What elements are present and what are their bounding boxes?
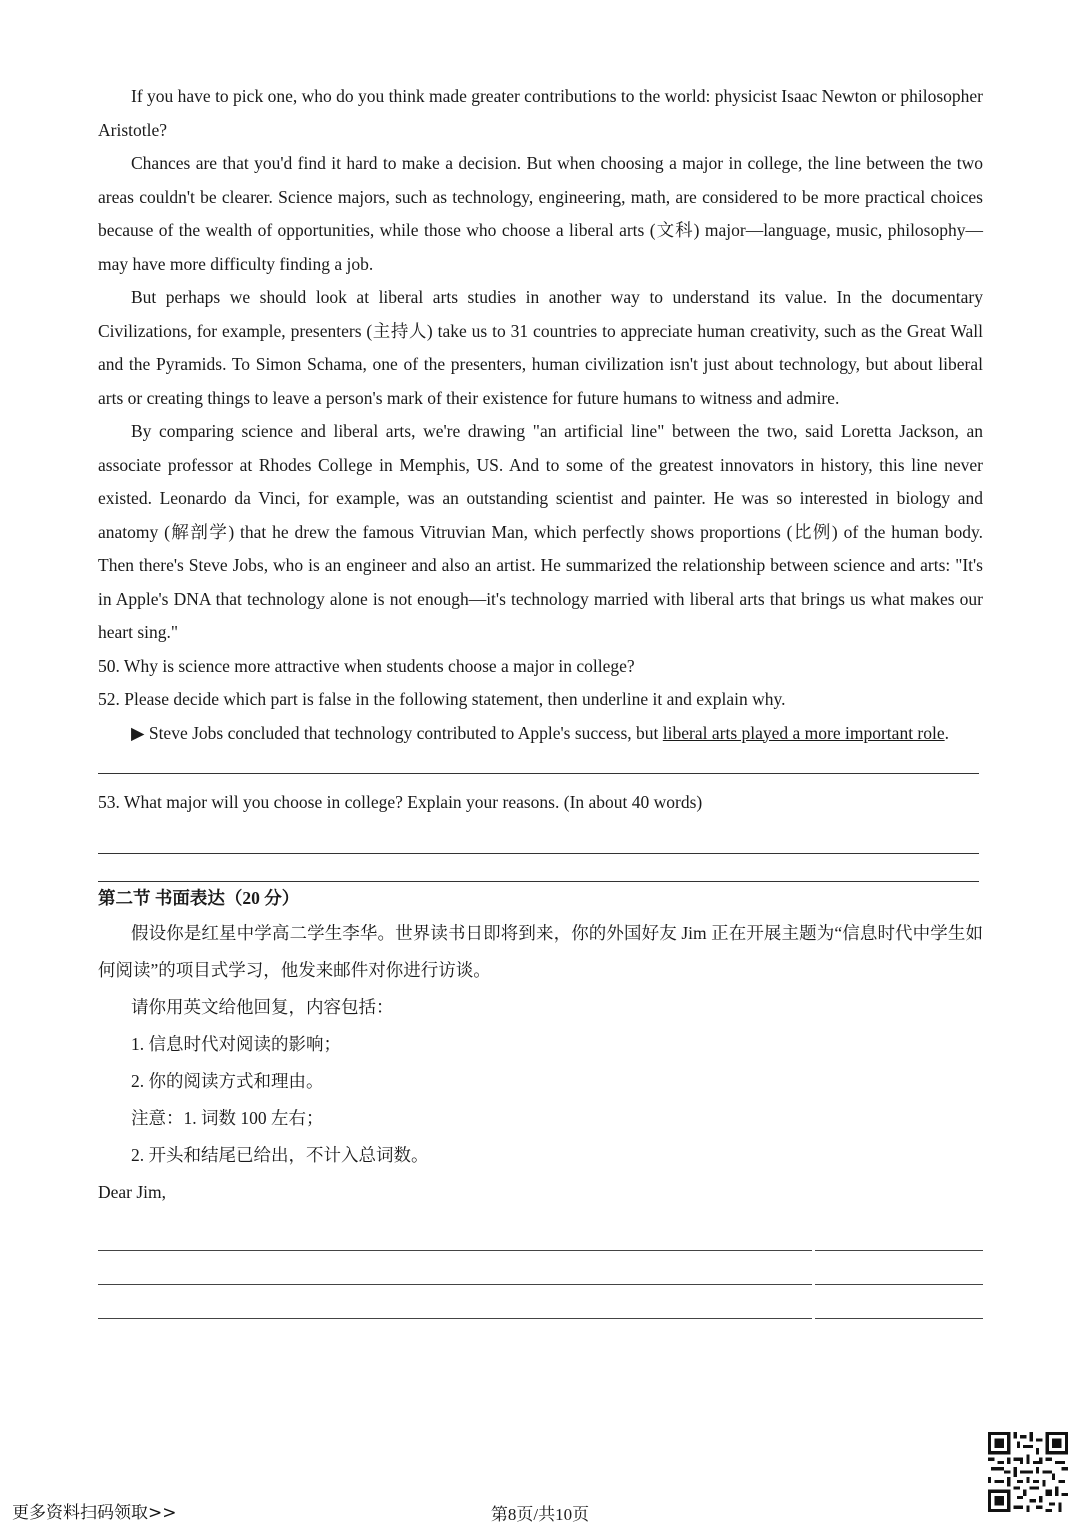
writing-section-title: 第二节 书面表达（20 分） (98, 887, 300, 908)
question-52: 52. Please decide which part is false in the following statement, then underline it and explain why. (98, 689, 786, 709)
writing-intro: 假设你是红星中学高二学生李华。世界读书日即将到来，你的外国好友 Jim 正在开展主题为“信息时代中学生如何阅读”的项目式学习，他发来邮件对你进行访谈。 (98, 923, 983, 980)
qr-code-icon[interactable] (988, 1432, 1068, 1512)
exam-content (98, 80, 983, 1319)
writing-line[interactable] (98, 1217, 983, 1251)
writing-note-1: 注意：1. 词数 100 左右； (131, 1108, 324, 1128)
question-53: 53. What major will you choose in college? Explain your reasons. (In about 40 words) (98, 792, 703, 812)
passage-paragraph-1: If you have to pick one, who do you think made greater contributions to the world: physicist Isaac Newton or philosopher Aristotle? (98, 86, 983, 140)
statement-prefix: ▶ Steve Jobs concluded that technology contributed to Apple's success, but (131, 722, 663, 743)
answer-line-52[interactable] (98, 772, 979, 774)
footer-promo[interactable]: 更多资料扫码领取>> (12, 1503, 177, 1523)
writing-line[interactable] (98, 1285, 983, 1319)
statement-underlined: liberal arts played a more important role (662, 722, 945, 743)
writing-lines (98, 1217, 983, 1319)
statement-suffix: . (944, 722, 950, 743)
writing-point-1: 1. 信息时代对阅读的影响； (131, 1034, 341, 1054)
passage-paragraph-4: By comparing science and liberal arts, we're drawing "an artificial line" between the two, said Loretta Jackson, an associate professor at Rhodes College in Memphis, US. And to some of the greatest innovators in history, this line never existed. Leonardo da Vinci, for example, was an outstanding scientist and painter. He was so interested in biology and anatomy (解剖学) that he drew the famous Vitruvian Man, which perfectly shows proportions (比例) of the human body. Then there's Steve Jobs, who is an engineer and also an artist. He summarized the relationship between science and arts: "It's in Apple's DNA that technology alone is not enough—it's technology married with liberal arts that brings us what makes our heart sing." (98, 421, 983, 642)
writing-instruction: 请你用英文给他回复，内容包括： (131, 997, 394, 1017)
page-number: 第8页/共10页 (490, 1505, 590, 1524)
answer-line-53-a[interactable] (98, 852, 979, 854)
writing-note-2: 2. 开头和结尾已给出，不计入总词数。 (131, 1145, 429, 1165)
passage-paragraph-3: But perhaps we should look at liberal arts studies in another way to understand its value. In the documentary Civilizations, for example, presenters (主持人) take us to 31 countries to appreciate human creativity, such as the Great Wall and the Pyramids. To Simon Schama, one of the presenters, human civilization isn't just about technology, but about liberal arts or creating things to leave a person's mark of their existence for future humans to witness and admire. (98, 287, 983, 408)
letter-greeting: Dear Jim, (98, 1182, 167, 1202)
writing-line[interactable] (98, 1251, 983, 1285)
writing-point-2: 2. 你的阅读方式和理由。 (131, 1071, 324, 1091)
passage-paragraph-2: Chances are that you'd find it hard to make a decision. But when choosing a major in college, the line between the two areas couldn't be clearer. Science majors, such as technology, engineering, math, are considered to be more practical choices because of the wealth of opportunities, while those who choose a liberal arts (文科) major—language, music, philosophy—may have more difficulty finding a job. (98, 153, 983, 274)
question-50: 50. Why is science more attractive when students choose a major in college? (98, 655, 635, 676)
question-52-statement (98, 717, 983, 751)
